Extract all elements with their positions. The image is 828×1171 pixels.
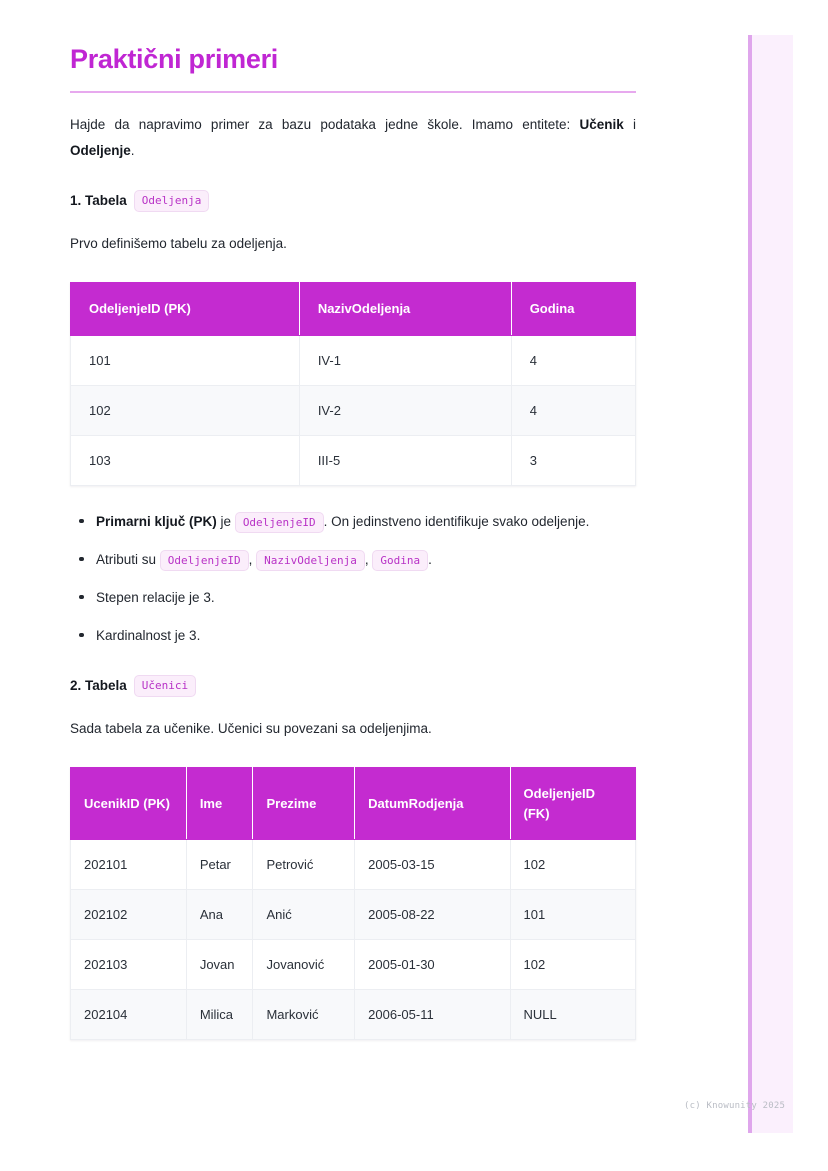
page-title: Praktični primeri xyxy=(70,44,278,74)
column-header: Ime xyxy=(186,768,253,840)
section-2-code-badge: Učenici xyxy=(134,675,196,697)
table-cell: Petar xyxy=(186,840,253,890)
list-item: Stepen relacije je 3. xyxy=(94,584,636,611)
bullet-2-sep: , xyxy=(248,551,257,567)
table-cell: IV-1 xyxy=(299,335,511,385)
column-header: UcenikID (PK) xyxy=(71,768,187,840)
intro-conjunction: i xyxy=(623,116,636,132)
section-1-lead: Prvo definišemo tabelu za odeljenja. xyxy=(70,236,287,252)
table-cell: Jovanović xyxy=(253,940,355,990)
table-cell: 4 xyxy=(511,335,635,385)
table-row xyxy=(71,385,636,435)
table-cell: Milica xyxy=(186,990,253,1040)
table-header-row xyxy=(71,768,636,840)
table-cell: Ana xyxy=(186,890,253,940)
document-page xyxy=(70,0,636,1040)
table-cell: III-5 xyxy=(299,435,511,485)
table-row xyxy=(71,435,636,485)
term-primary-key: Primarni ključ (PK) xyxy=(96,513,217,529)
table-cell: IV-2 xyxy=(299,385,511,435)
code-badge-nazivodeljenja: NazivOdeljenja xyxy=(256,550,365,572)
table-cell: 2005-03-15 xyxy=(355,840,510,890)
table-row xyxy=(71,890,636,940)
section-1-bullet-list xyxy=(70,508,636,649)
table-row xyxy=(71,840,636,890)
table-cell: 202102 xyxy=(71,890,187,940)
list-item xyxy=(94,546,636,573)
column-header: OdeljenjeID (PK) xyxy=(71,283,300,336)
code-badge-godina: Godina xyxy=(372,550,428,572)
table-cell: Petrović xyxy=(253,840,355,890)
table-odeljenja-wrapper xyxy=(70,282,636,486)
table-cell: 4 xyxy=(511,385,635,435)
table-row xyxy=(71,940,636,990)
title-divider xyxy=(70,91,636,93)
table-cell: 102 xyxy=(510,840,635,890)
table-cell: 202103 xyxy=(71,940,187,990)
table-ucenici xyxy=(70,767,636,1040)
table-ucenici-wrapper xyxy=(70,767,636,1040)
entity-ucenik: Učenik xyxy=(579,116,624,132)
intro-text-1: Hajde da napravimo primer za bazu podataka jedne škole. Imamo entitete: xyxy=(70,116,580,132)
entity-odeljenje: Odeljenje xyxy=(70,143,131,159)
table-cell: 202104 xyxy=(71,990,187,1040)
bullet-1-mid: je xyxy=(216,513,235,529)
table-cell: 2006-05-11 xyxy=(355,990,510,1040)
table-cell: Marković xyxy=(253,990,355,1040)
code-badge-odeljenjeid: OdeljenjeID xyxy=(160,550,249,572)
bullet-2-sep: , xyxy=(364,551,373,567)
column-header: Prezime xyxy=(253,768,355,840)
table-cell: 102 xyxy=(71,385,300,435)
section-1-label: 1. Tabela xyxy=(70,193,127,209)
list-item: Kardinalnost je 3. xyxy=(94,622,636,649)
column-header: DatumRodjenja xyxy=(355,768,510,840)
section-2-lead: Sada tabela za učenike. Učenici su povezani sa odeljenjima. xyxy=(70,720,432,736)
table-row xyxy=(71,990,636,1040)
list-item xyxy=(94,508,636,535)
table-cell: 101 xyxy=(71,335,300,385)
bullet-1-tail: . On jedinstveno identifikuje svako odeljenje. xyxy=(323,513,590,529)
table-odeljenja xyxy=(70,282,636,486)
table-cell: 3 xyxy=(511,435,635,485)
table-cell: 101 xyxy=(510,890,635,940)
table-cell: 2005-08-22 xyxy=(355,890,510,940)
column-header: Godina xyxy=(511,283,635,336)
table-cell: Anić xyxy=(253,890,355,940)
column-header: OdeljenjeID (FK) xyxy=(510,768,635,840)
bullet-2-tail: . xyxy=(428,551,432,567)
table-cell: 2005-01-30 xyxy=(355,940,510,990)
code-badge-odeljenjeid: OdeljenjeID xyxy=(235,512,324,534)
section-1-code-badge: Odeljenja xyxy=(134,190,210,212)
table-cell: 103 xyxy=(71,435,300,485)
table-cell: NULL xyxy=(510,990,635,1040)
column-header: NazivOdeljenja xyxy=(299,283,511,336)
decorative-side-strip xyxy=(748,35,793,1133)
section-2-label: 2. Tabela xyxy=(70,678,127,694)
section-heading-1 xyxy=(70,190,636,212)
footer-credit: (c) Knowunity 2025 xyxy=(684,1101,786,1111)
table-cell: 202101 xyxy=(71,840,187,890)
bullet-2-lead: Atributi su xyxy=(96,551,160,567)
table-header-row xyxy=(71,283,636,336)
table-cell: 102 xyxy=(510,940,635,990)
intro-paragraph xyxy=(70,112,636,165)
section-heading-2 xyxy=(70,675,636,697)
table-row xyxy=(71,335,636,385)
intro-period: . xyxy=(130,143,135,159)
table-cell: Jovan xyxy=(186,940,253,990)
